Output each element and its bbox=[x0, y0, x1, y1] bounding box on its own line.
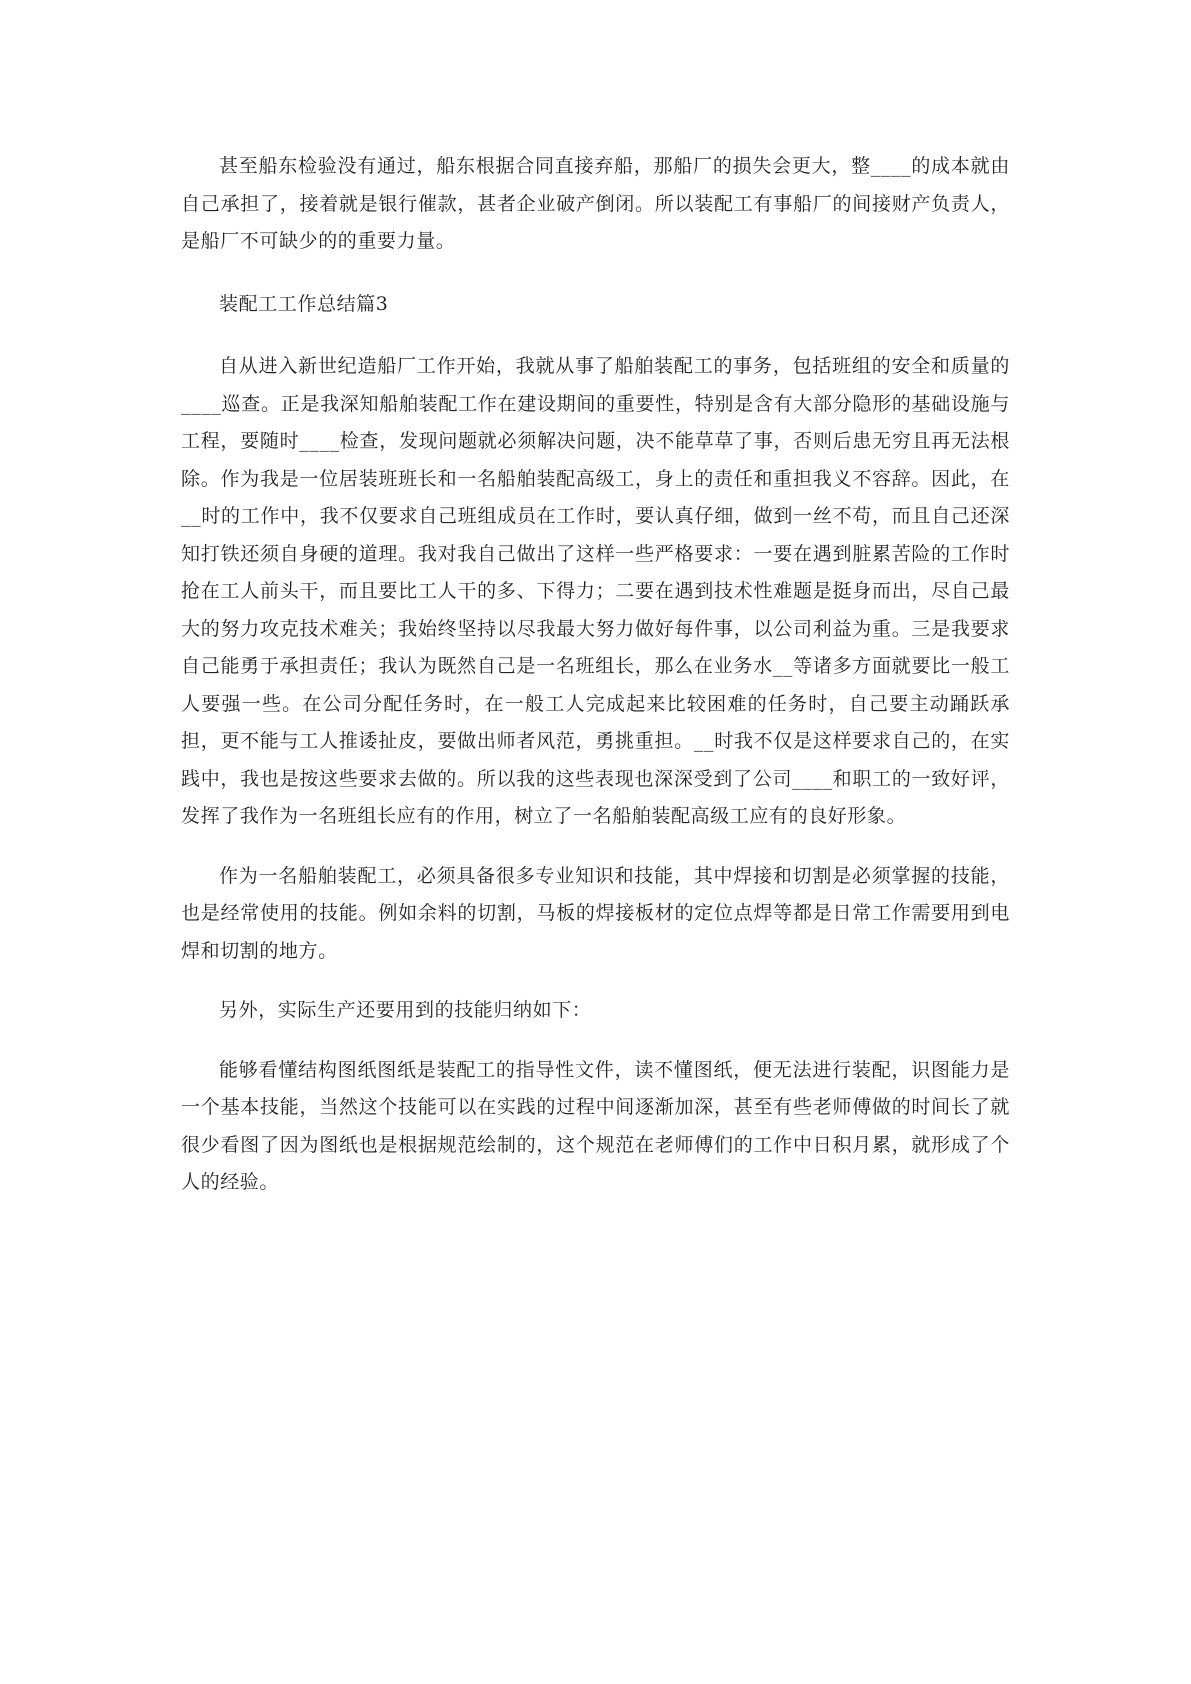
paragraph-additional-skills-intro: 另外，实际生产还要用到的技能归纳如下： bbox=[219, 999, 592, 1021]
paragraph-work-experience: 自从进入新世纪造船厂工作开始，我就从事了船舶装配工的事务，包括班组的安全和质量的____巡查。正是我深知船舶装配工作在建设期间的重要性，特别是含有大部分隐形的基础设施与工程，要随时____检查，发现问题就必须解决问题，决不能草草了事，否则后患无穷且再无法根除。作为我是一位居装班班长和一名船舶装配高级工，身上的责任和重担我义不容辞。因此，在__时的工作中，我不仅要求自己班组成员在工作时，要认真仔细，做到一丝不苟，而且自己还深知打铁还须自身硬的道理。我对我自己做出了这样一些严格要求：一要在遇到脏累苦险的工作时抢在工人前头干，而且要比工人干的多、下得力；二要在遇到技术性难题是挺身而出，尽自己最大的努力攻克技术难关；我始终坚持以尽我最大努力做好每件事，以公司利益为重。三是我要求自己能勇于承担责任；我认为既然自己是一名班组长，那么在业务水__等诸多方面就要比一般工人要强一些。在公司分配任务时，在一般工人完成起来比较困难的任务时，自己要主动踊跃承担，更不能与工人推诿扯皮，要做出师者风范，勇挑重担。__时我不仅是这样要求自己的，在实践中，我也是按这些要求去做的。所以我的这些表现也深深受到了公司____和职工的一致好评，发挥了我作为一名班组长应有的作用，树立了一名船舶装配高级工应有的良好形象。 bbox=[181, 355, 1010, 827]
paragraph-drawing-reading: 能够看懂结构图纸图纸是装配工的指导性文件，读不懂图纸，便无法进行装配，识图能力是一个基本技能，当然这个技能可以在实践的过程中间逐渐加深，甚至有些老师傅做的时间长了就很少看图了因为图纸也是根据规范绘制的，这个规范在老师傅们的工作中日积月累，就形成了个人的经验。 bbox=[181, 1058, 1010, 1193]
paragraph-ship-owner-inspection: 甚至船东检验没有通过，船东根据合同直接弃船，那船厂的损失会更大，整____的成本就由自己承担了，接着就是银行催款，甚者企业破产倒闭。所以装配工有事船厂的间接财产负责人，是船厂不可缺少的的重要力量。 bbox=[181, 155, 1010, 252]
document-body bbox=[181, 148, 1010, 1202]
section-heading-summary-3: 装配工工作总结篇3 bbox=[219, 292, 389, 315]
paragraph-welding-skills: 作为一名船舶装配工，必须具备很多专业知识和技能，其中焊接和切割是必须掌握的技能，也是经常使用的技能。例如余料的切割，马板的焊接板材的定位点焊等都是日常工作需要用到电焊和切割的地方。 bbox=[181, 864, 1010, 962]
